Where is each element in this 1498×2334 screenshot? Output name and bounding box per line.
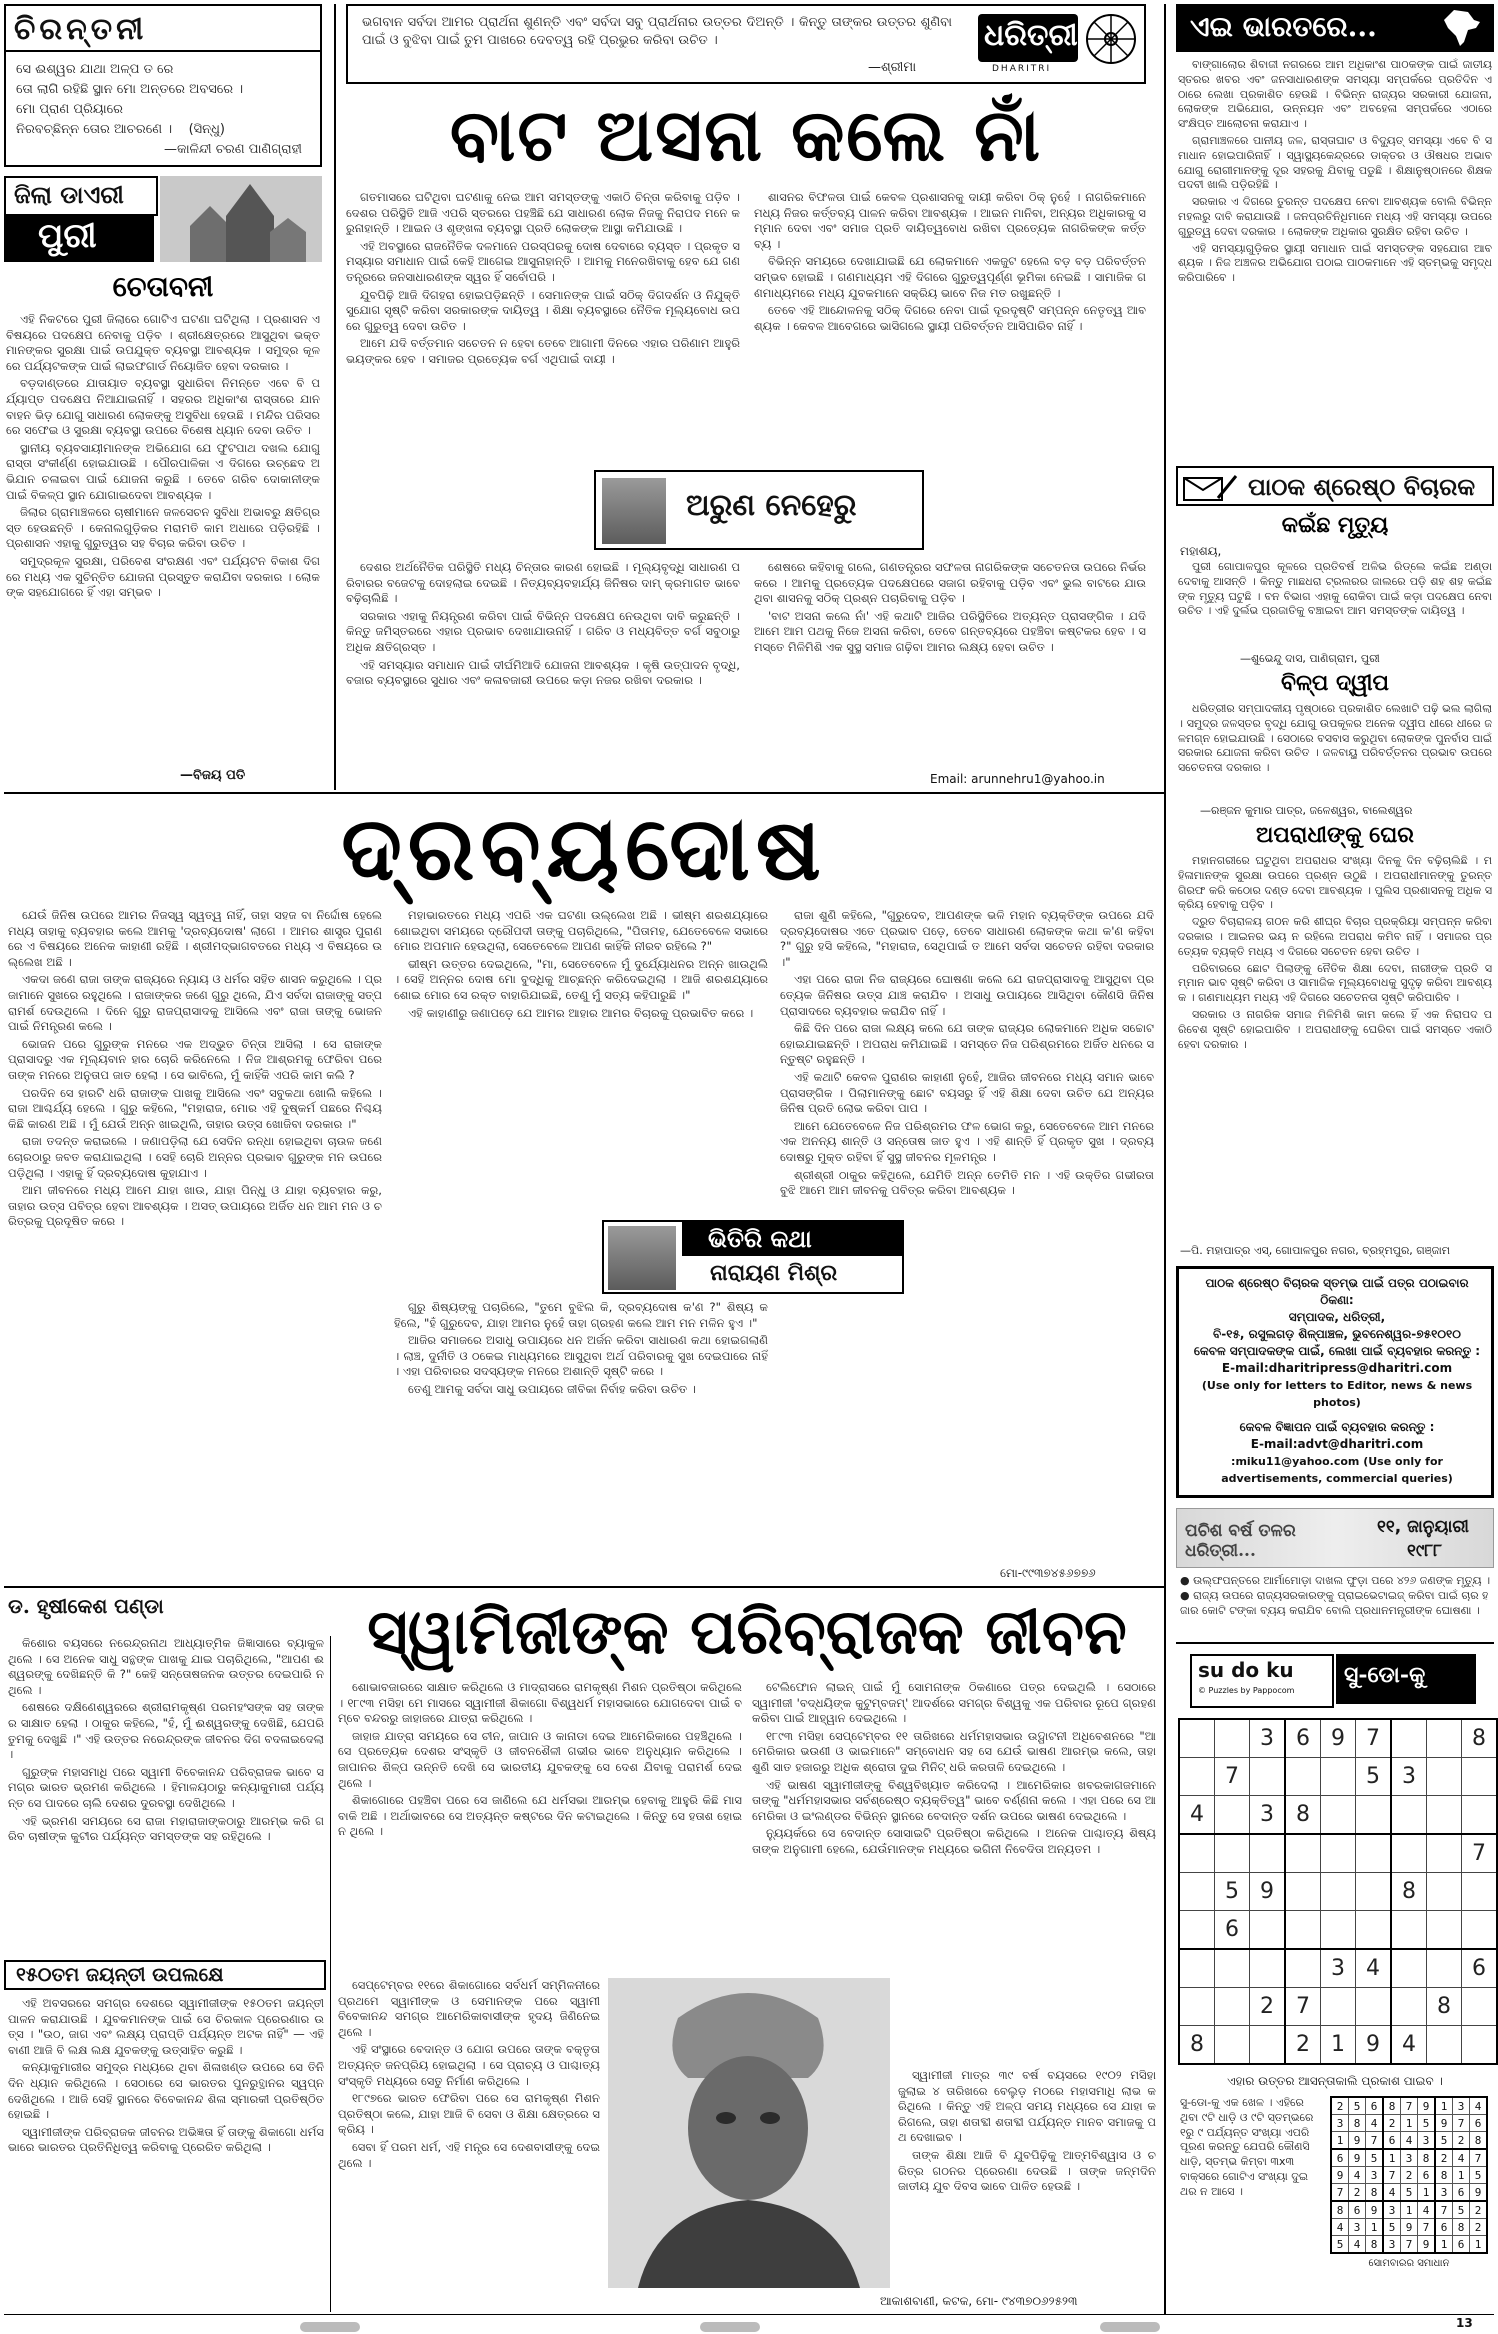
logo-text: ଧରିତ୍ରୀ <box>984 18 1078 53</box>
solution-cell: 5 <box>1349 2097 1366 2115</box>
solution-cell: 8 <box>1453 2219 1470 2236</box>
temple-illustration-icon <box>160 176 322 262</box>
contact-line: ସମ୍ପାଦକ, ଧରିତ୍ରୀ, <box>1288 1310 1386 1324</box>
solution-cell: 4 <box>1470 2097 1488 2115</box>
sudoku-cell-row <box>1179 1834 1497 1873</box>
archive-date: ୧୧, ଜାନୁୟାରୀ <box>1377 1517 1469 1537</box>
sudoku-cell[interactable] <box>1321 1988 1356 2026</box>
sudoku-cell[interactable] <box>1179 1719 1215 1758</box>
sudoku-cell[interactable] <box>1250 1758 1286 1796</box>
swamiji-col2-bottom: ସେପ୍ଟେମ୍ବର ୧୧ରେ ଶିକାଗୋରେ ସର୍ବଧର୍ମ ସମ୍ମିଳନୀରେ ପ୍ରଥମେ ସ୍ୱାମୀଙ୍କ ଓ ସେମାନଙ୍କ ପରେ ସ୍ୱାମୀ ବିବେକାନନ୍ଦ ସମଗ୍ର ଆମେରିକାବାସୀଙ୍କ ହୃଦୟ ଜିଣିନେଇଥିଲେ । ଏହି ସଂସ୍ଥାରେ ବେଦାନ୍ତ ଓ ଯୋଗ ଉପରେ ତାଙ୍କ ବକ୍ତୃତା ଅତ୍ୟନ୍ତ ଜନପ୍ରିୟ ହୋଇଥିଲା । ସେ ପ୍ରାଚ୍ୟ ଓ ପାଶ୍ଚାତ୍ୟ ସଂସ୍କୃତି ମଧ୍ୟରେ ସେତୁ ନିର୍ମାଣ କରିଥିଲେ । ୧୮୯୭ରେ ଭାରତ ଫେରିବା ପରେ ସେ ରାମକୃଷ୍ଣ ମିଶନ ପ୍ରତିଷ୍ଠା କଲେ, ଯାହା ଆଜି ବି ସେବା ଓ ଶିକ୍ଷା କ୍ଷେତ୍ରରେ ସକ୍ରିୟ । ସେବା ହିଁ ପରମ ଧର୍ମ, ଏହି ମନ୍ତ୍ର ସେ ଦେଶବାସୀଙ୍କୁ ଦେଇଥିଲେ । <box>338 1978 600 2170</box>
sudoku-cell[interactable] <box>1215 1834 1250 1873</box>
sudoku-cell[interactable] <box>1179 1834 1215 1873</box>
sudoku-cell: 3 <box>1250 1796 1286 1835</box>
sudoku-cell[interactable] <box>1391 1719 1427 1758</box>
district-diary-label: ଜିଲା ଡାଏରୀ <box>14 180 124 209</box>
sudoku-cell[interactable] <box>1427 1911 1462 1950</box>
sudoku-cell: 9 <box>1250 1873 1286 1911</box>
poem-line-with-source: ନିରବଚ୍ଛିନ୍ନ ତୋର ଆଚରଣେ । (ସିନ୍ଧୁ) <box>16 122 225 137</box>
solution-cell: 6 <box>1453 2184 1470 2202</box>
solution-cell: 4 <box>1401 2132 1418 2150</box>
sudoku-cell: 8 <box>1179 2026 1215 2065</box>
sudoku-brand-box <box>1190 1654 1334 1708</box>
sudoku-cell-row <box>1179 1796 1497 1835</box>
solution-cell: 3 <box>1366 2167 1384 2184</box>
sudoku-cell[interactable] <box>1179 1911 1215 1950</box>
chetabani-author: —ବିଜୟ ପତି <box>180 768 246 783</box>
letter2-body: ଧରିତ୍ରୀର ସମ୍ପାଦକୀୟ ପୃଷ୍ଠାରେ ପ୍ରକାଶିତ ଲେଖାଟି ପଢ଼ି ଭଲ ଲାଗିଲା । ସମୁଦ୍ର ଜଳସ୍ତର ବୃଦ୍ଧି ଯୋଗୁ ଉପକୂଳର ଅନେକ ଦ୍ୱୀପ ଧୀରେ ଧୀରେ ଜଳମଗ୍ନ ହୋଇଯାଉଛି । ସେଠାରେ ବସବାସ କରୁଥିବା ଲୋକଙ୍କ ପୁନର୍ବାସ ପାଇଁ ସରକାର ଯୋଜନା କରିବା ଉଚିତ । ଜଳବାୟୁ ପରିବର୍ତ୍ତନର ପ୍ରଭାବ ଉପରେ ସଚେତନତା ଦରକାର । <box>1178 702 1492 775</box>
solution-cell: 3 <box>1453 2097 1470 2115</box>
solution-cell: 7 <box>1401 2097 1418 2115</box>
solution-cell: 3 <box>1383 2236 1401 2254</box>
swamiji-headline: ସ୍ୱାମିଜୀଙ୍କ ପରିବ୍ରାଜକ ଜୀବନ <box>367 1595 1127 1668</box>
letter1-body: ପୁରୀ ଗୋପାଳପୁର କୂଳରେ ପ୍ରତିବର୍ଷ ଅଳିଭ ରିଡ୍ଲେ କଇଁଛ ଅଣ୍ଡା ଦେବାକୁ ଆସନ୍ତି । କିନ୍ତୁ ମାଛଧରା ଟ୍ରଲରର ଜାଲରେ ପଡ଼ି ଶହ ଶହ କଇଁଛଙ୍କ ମୃତ୍ୟୁ ଘଟୁଛି । ବନ ବିଭାଗ ଏହାକୁ ରୋକିବା ପାଇଁ କଡ଼ା ପଦକ୍ଷେପ ନେବା ଉଚିତ । ଏହି ଦୁର୍ଲଭ ପ୍ରଜାତିକୁ ବଞ୍ଚାଇବା ଆମ ସମସ୍ତଙ୍କ ଦାୟିତ୍ୱ । <box>1178 560 1492 618</box>
sudoku-cell: 6 <box>1215 1911 1250 1950</box>
editor-email-note: (Use only for letters to Editor, news & news photos) <box>1201 1379 1473 1409</box>
solution-cell: 2 <box>1470 2219 1488 2236</box>
sudoku-cell[interactable] <box>1250 1949 1286 1988</box>
sudoku-cell[interactable] <box>1215 1949 1250 1988</box>
sudoku-cell[interactable] <box>1462 1796 1498 1835</box>
india-map-icon <box>1440 8 1484 48</box>
solution-cell: 9 <box>1418 2236 1436 2254</box>
sudoku-solution-label: ସୋମବାରର ସମାଧାନ <box>1368 2258 1450 2269</box>
sudoku-cell-row <box>1179 1719 1497 1758</box>
swami-vivekananda-portrait-icon <box>608 1978 890 2288</box>
sudoku-cell[interactable] <box>1356 1988 1392 2026</box>
sudoku-cell[interactable] <box>1179 1873 1215 1911</box>
solution-cell: 4 <box>1349 2236 1366 2254</box>
archive-banner <box>1176 1508 1494 1568</box>
editorial-author-box <box>594 470 924 550</box>
solution-cell: 1 <box>1401 2115 1418 2132</box>
solution-cell: 6 <box>1383 2132 1401 2150</box>
archive-item: ● ରାଜ୍ୟ ଉପରେ ରାଜ୍ୟସରକାରଙ୍କୁ ପ୍ରାଇଭେଟାଇଜ୍ କରିବା ପାଇଁ ଚାର ହଜାର କୋଟି ଟଙ୍କା ବ୍ୟୟ କରାଯିବ ବୋଲି ପ୍ରଧାନମନ୍ତ୍ରୀଙ୍କ ଘୋଷଣା । <box>1180 1588 1489 1617</box>
solution-cell: 7 <box>1383 2167 1401 2184</box>
sudoku-cell[interactable] <box>1462 1911 1498 1950</box>
solution-cell: 5 <box>1401 2184 1418 2202</box>
page-number: 13 <box>1456 2316 1473 2330</box>
jayanti-subhead-box <box>4 1960 326 1990</box>
editorial-col1-bottom: ଦେଶର ଅର୍ଥନୈତିକ ପରିସ୍ଥିତି ମଧ୍ୟ ଚିନ୍ତାର କାରଣ ହୋଇଛି । ମୂଲ୍ୟବୃଦ୍ଧି ସାଧାରଣ ପରିବାରର ବଜେଟକୁ ଦୋହଲାଇ ଦେଇଛି । ନିତ୍ୟବ୍ୟବହାର୍ଯ୍ୟ ଜିନିଷର ଦାମ୍ କ୍ରମାଗତ ଭାବେ ବଢ଼ିଚାଲିଛି । ସରକାର ଏହାକୁ ନିୟନ୍ତ୍ରଣ କରିବା ପାଇଁ ବିଭିନ୍ନ ପଦକ୍ଷେପ ନେଉଥିବା ଦାବି କରୁଛନ୍ତି । କିନ୍ତୁ ଜମିସ୍ତରରେ ଏହାର ପ୍ରଭାବ ଦେଖାଯାଉନାହିଁ । ଗରିବ ଓ ମଧ୍ୟବିତ୍ତ ବର୍ଗ ସବୁଠାରୁ ଅଧିକ କ୍ଷତିଗ୍ରସ୍ତ । ଏହି ସମସ୍ୟାର ସମାଧାନ ପାଇଁ ଦୀର୍ଘମିଆଦି ଯୋଜନା ଆବଶ୍ୟକ । କୃଷି ଉତ୍ପାଦନ ବୃଦ୍ଧି, ବଜାର ବ୍ୟବସ୍ଥାରେ ସୁଧାର ଏବଂ କଳାବଜାରୀ ଉପରେ କଡ଼ା ନଜର ରଖିବା ଦରକାର । <box>346 560 740 688</box>
sudoku-cell[interactable] <box>1462 1988 1498 2026</box>
solution-cell: 2 <box>1470 2201 1488 2219</box>
solution-cell-row <box>1331 2097 1487 2115</box>
arun-nehru-photo <box>602 478 666 544</box>
solution-cell: 1 <box>1470 2236 1488 2254</box>
swamiji-col3-bottom: ସ୍ୱାମୀଜୀ ମାତ୍ର ୩୯ ବର୍ଷ ବୟସରେ ୧୯୦୨ ମସିହା ଜୁଲାଇ ୪ ତାରିଖରେ ବେଲୁଡ଼ ମଠରେ ମହାସମାଧି ଲାଭ କରିଥିଲେ । କିନ୍ତୁ ଏହି ଅଳ୍ପ ସମୟ ମଧ୍ୟରେ ସେ ଯାହା କରିଗଲେ, ତାହା ଶତାବ୍ଦୀ ଶତାବ୍ଦୀ ପର୍ଯ୍ୟନ୍ତ ମାନବ ସମାଜକୁ ପଥ ଦେଖାଇବ । ତାଙ୍କ ଶିକ୍ଷା ଆଜି ବି ଯୁବପିଢ଼ିକୁ ଆତ୍ମବିଶ୍ୱାସ ଓ ଚରିତ୍ର ଗଠନର ପ୍ରେରଣା ଦେଉଛି । ତାଙ୍କ ଜନ୍ମଦିନ ଜାତୀୟ ଯୁବ ଦିବସ ଭାବେ ପାଳିତ ହେଉଛି । <box>898 2068 1156 2194</box>
sudoku-cell: 7 <box>1462 1834 1498 1873</box>
sudoku-title-box <box>1336 1654 1476 1704</box>
sudoku-cell: 7 <box>1356 1719 1392 1758</box>
sudoku-cell[interactable] <box>1321 1873 1356 1911</box>
ei-bharatare-body: ବାଙ୍ଗାଲୋର ଶିବାଜୀ ନଗରରେ ଆମ ଅଧିକାଂଶ ପାଠକଙ୍କ ପାଇଁ ଜାତୀୟ ସ୍ତରର ଖବର ଏବଂ ଜନସାଧାରଣଙ୍କ ସମସ୍ୟା ସମ୍ପର୍କରେ ପ୍ରତିଦିନ ଏଠାରେ ଲେଖା ପ୍ରକାଶିତ ହେଉଛି । ବିଭିନ୍ନ ରାଜ୍ୟର ସରକାରୀ ଯୋଜନା, ଲୋକଙ୍କ ଅଭିଯୋଗ, ଉନ୍ନୟନ ଏବଂ ଅବହେଳା ସମ୍ପର୍କରେ ଏଠାରେ ସଂକ୍ଷିପ୍ତ ଆଲୋଚନା କରାଯାଏ । ଗ୍ରାମାଞ୍ଚଳରେ ପାନୀୟ ଜଳ, ରାସ୍ତାଘାଟ ଓ ବିଦ୍ୟୁତ୍ ସମସ୍ୟା ଏବେ ବି ସମାଧାନ ହୋଇପାରିନାହିଁ । ସ୍ୱାସ୍ଥ୍ୟକେନ୍ଦ୍ରରେ ଡାକ୍ତର ଓ ଔଷଧର ଅଭାବ ଯୋଗୁ ରୋଗୀମାନଙ୍କୁ ଦୂର ସହରକୁ ଯିବାକୁ ପଡୁଛି । ଶିକ୍ଷାନୁଷ୍ଠାନରେ ଶିକ୍ଷକ ପଦବୀ ଖାଲି ପଡ଼ିରହିଛି । ସରକାର ଏ ଦିଗରେ ତୁରନ୍ତ ପଦକ୍ଷେପ ନେବା ଆବଶ୍ୟକ ବୋଲି ବିଭିନ୍ନ ମହଲରୁ ଦାବି କରାଯାଉଛି । ଜନପ୍ରତିନିଧିମାନେ ମଧ୍ୟ ଏହି ସମସ୍ୟା ଉପରେ ଗୁରୁତ୍ୱ ଦେବା ଦରକାର । ଲୋକଙ୍କ ଅଧିକାର ସୁରକ୍ଷିତ ରହିବା ଉଚିତ । ଏହି ସମସ୍ୟାଗୁଡ଼ିକର ସ୍ଥାୟୀ ସମାଧାନ ପାଇଁ ସମସ୍ତଙ୍କ ସହଯୋଗ ଆବଶ୍ୟକ । ନିଜ ଅଞ୍ଚଳର ଅଭିଯୋଗ ପଠାଇ ପାଠକମାନେ ଏହି ସ୍ତମ୍ଭକୁ ସମୃଦ୍ଧ କରିପାରିବେ । <box>1178 58 1492 285</box>
contact-line: ବି-୧୫, ରସୁଲଗଡ଼ ଶିଳ୍ପାଞ୍ଚଳ, ଭୁବନେଶ୍ୱର-୭୫୧୦୧୦ <box>1213 1327 1461 1341</box>
poem-author: —କାଳିନ୍ଦୀ ଚରଣ ପାଣିଗ୍ରାହୀ <box>163 142 302 157</box>
solution-cell: 5 <box>1418 2115 1436 2132</box>
solution-cell: 2 <box>1349 2184 1366 2202</box>
editorial-col1-top: ଗତମାସରେ ଘଟିଥିବା ଘଟଣାକୁ ନେଇ ଆମ ସମସ୍ତଙ୍କୁ ଏକାଠି ଚିନ୍ତା କରିବାକୁ ପଡ଼ିବ । ଦେଶର ପରିସ୍ଥିତି ଆଜି ଏପରି ସ୍ତରରେ ପହଞ୍ଚିଛି ଯେ ସାଧାରଣ ଲୋକ ନିଜକୁ ନିରାପଦ ମନେ କରୁନାହାନ୍ତି । ଆଇନ ଓ ଶୃଙ୍ଖଳା ବ୍ୟବସ୍ଥା ପ୍ରତି ଲୋକଙ୍କ ଆସ୍ଥା କମିଯାଉଛି । ଏହି ଅବସ୍ଥାରେ ରାଜନୈତିକ ଦଳମାନେ ପରସ୍ପରକୁ ଦୋଷ ଦେବାରେ ବ୍ୟସ୍ତ । ପ୍ରକୃତ ସମସ୍ୟାର ସମାଧାନ ପାଇଁ କେହି ଆଗେଇ ଆସୁନାହାନ୍ତି । ଆମକୁ ମନେରଖିବାକୁ ହେବ ଯେ ଗଣତନ୍ତ୍ରରେ ଜନସାଧାରଣଙ୍କ ସ୍ୱର ହିଁ ସର୍ବୋପରି । ଯୁବପିଢ଼ି ଆଜି ଦିଗହରା ହୋଇପଡ଼ିଛନ୍ତି । ସେମାନଙ୍କ ପାଇଁ ସଠିକ୍ ଦିଗଦର୍ଶନ ଓ ନିଯୁକ୍ତି ସୁଯୋଗ ସୃଷ୍ଟି କରିବା ସରକାରଙ୍କ ଦାୟିତ୍ୱ । ଶିକ୍ଷା ବ୍ୟବସ୍ଥାରେ ନୈତିକ ମୂଲ୍ୟବୋଧ ଉପରେ ଗୁରୁତ୍ୱ ଦେବା ଉଚିତ । ଆମେ ଯଦି ବର୍ତ୍ତମାନ ସଚେତନ ନ ହେବା ତେବେ ଆଗାମୀ ଦିନରେ ଏହାର ପରିଣାମ ଆହୁରି ଭୟଙ୍କର ହେବ । ସମାଜର ପ୍ରତ୍ୟେକ ବର୍ଗ ଏଥିପାଇଁ ଦାୟୀ । <box>346 190 740 366</box>
district-name: ପୁରୀ <box>38 216 97 256</box>
solution-cell-row <box>1331 2184 1487 2202</box>
sudoku-cell: 7 <box>1285 1988 1321 2026</box>
readers-heading: ପାଠକ ଶ୍ରେଷ୍ଠ ବିଚାରକ <box>1248 472 1476 501</box>
poem-line: ତୋ ଲାଗି ରହିଛି ସ୍ଥାନ ମୋ ଅନ୍ତରେ ଅବସରେ । <box>16 82 244 97</box>
wheel-emblem-icon <box>1084 12 1138 66</box>
envelope-pen-icon <box>1182 472 1238 502</box>
solution-cell: 1 <box>1401 2201 1418 2219</box>
solution-cell-row <box>1331 2201 1487 2219</box>
contact-line: କେବଳ ସମ୍ପାଦକଙ୍କ ପାଇଁ, ଲେଖା ପାଇଁ ବ୍ୟବହାର କରନ୍ତୁ : <box>1193 1344 1481 1358</box>
poem-line: ସେ ଈଶ୍ୱର ଯାଥା ଅଳ୍ପ ତ ରେ <box>16 62 174 77</box>
solution-cell: 1 <box>1435 2097 1453 2115</box>
solution-cell: 8 <box>1349 2115 1366 2132</box>
district-diary-label-box <box>4 176 158 216</box>
dravya-col3: ରାଜା ଶୁଣି କହିଲେ, "ଗୁରୁଦେବ, ଆପଣଙ୍କ ଭଳି ମହାନ ବ୍ୟକ୍ତିଙ୍କ ଉପରେ ଯଦି ଦ୍ରବ୍ୟଦୋଷର ଏତେ ପ୍ରଭାବ ପଡ଼େ, ତେବେ ସାଧାରଣ ଲୋକଙ୍କ କଥା କ'ଣ କହିବା ?" ଗୁରୁ ହସି କହିଲେ, "ମହାରାଜ, ସେଥିପାଇଁ ତ ଆମେ ସର୍ବଦା ସଚେତନ ରହିବା ଦରକାର ।" ଏହା ପରେ ରାଜା ନିଜ ରାଜ୍ୟରେ ଘୋଷଣା କଲେ ଯେ ରାଜପ୍ରାସାଦକୁ ଆସୁଥିବା ପ୍ରତ୍ୟେକ ଜିନିଷର ଉତ୍ସ ଯାଞ୍ଚ କରାଯିବ । ଅସାଧୁ ଉପାୟରେ ଆସିଥିବା କୌଣସି ଜିନିଷ ପ୍ରାସାଦରେ ବ୍ୟବହାର କରାଯିବ ନାହିଁ । କିଛି ଦିନ ପରେ ରାଜା ଲକ୍ଷ୍ୟ କଲେ ଯେ ତାଙ୍କ ରାଜ୍ୟର ଲୋକମାନେ ଅଧିକ ସଚ୍ଚୋଟ ହୋଇଯାଇଛନ୍ତି । ଅପରାଧ କମିଯାଇଛି । ସମସ୍ତେ ନିଜ ପରିଶ୍ରମରେ ଅର୍ଜିତ ଧନରେ ସନ୍ତୁଷ୍ଟ ରହୁଛନ୍ତି । ଏହି କଥାଟି କେବଳ ପୁରାଣର କାହାଣୀ ନୁହେଁ, ଆଜିର ଜୀବନରେ ମଧ୍ୟ ସମାନ ଭାବେ ପ୍ରାସଙ୍ଗିକ । ପିଲାମାନଙ୍କୁ ଛୋଟ ବୟସରୁ ହିଁ ଏହି ଶିକ୍ଷା ଦେବା ଉଚିତ ଯେ ଅନ୍ୟର ଜିନିଷ ପ୍ରତି ଲୋଭ କରିବା ପାପ । ଆମେ ଯେତେବେଳେ ନିଜ ପରିଶ୍ରମର ଫଳ ଭୋଗ କରୁ, ସେତେବେଳେ ଆମ ମନରେ ଏକ ଅନନ୍ୟ ଶାନ୍ତି ଓ ସନ୍ତୋଷ ଜାତ ହୁଏ । ଏହି ଶାନ୍ତି ହିଁ ପ୍ରକୃତ ସୁଖ । ଦ୍ରବ୍ୟଦୋଷରୁ ମୁକ୍ତ ରହିବା ହିଁ ସୁସ୍ଥ ଜୀବନର ମୂଳମନ୍ତ୍ର । ଶ୍ରୀଶ୍ରୀ ଠାକୁର କହିଥିଲେ, ଯେମିତି ଅନ୍ନ ତେମିତି ମନ । ଏହି ଉକ୍ତିର ଗଭୀରତା ବୁଝି ଆମେ ଆମ ଜୀବନକୁ ପବିତ୍ର କରିବା ଆବଶ୍ୟକ । <box>780 908 1154 1198</box>
solution-cell: 9 <box>1331 2167 1349 2184</box>
solution-cell: 3 <box>1383 2201 1401 2219</box>
registration-mark <box>1100 2322 1160 2332</box>
sudoku-cell[interactable] <box>1391 1834 1427 1873</box>
archive-items <box>1180 1574 1492 1638</box>
swamiji-col1-bottom: ଏହି ଅବସରରେ ସମଗ୍ର ଦେଶରେ ସ୍ୱାମୀଜୀଙ୍କ ୧୫୦ତମ ଜୟନ୍ତୀ ପାଳନ କରାଯାଉଛି । ଯୁବକମାନଙ୍କ ପାଇଁ ସେ ଚିରକାଳ ପ୍ରେରଣାର ଉତ୍ସ । "ଉଠ, ଜାଗ ଏବଂ ଲକ୍ଷ୍ୟ ପ୍ରାପ୍ତି ପର୍ଯ୍ୟନ୍ତ ଅଟକ ନାହିଁ" — ଏହି ବାଣୀ ଆଜି ବି ଲକ୍ଷ ଲକ୍ଷ ଯୁବକଙ୍କୁ ଉତ୍ସାହିତ କରୁଛି । କନ୍ୟାକୁମାରୀର ସମୁଦ୍ର ମଧ୍ୟରେ ଥିବା ଶିଳାଖଣ୍ଡ ଉପରେ ସେ ତିନି ଦିନ ଧ୍ୟାନ କରିଥିଲେ । ସେଠାରେ ସେ ଭାରତର ପୁନରୁତ୍ଥାନର ସ୍ୱପ୍ନ ଦେଖିଥିଲେ । ଆଜି ସେହି ସ୍ଥାନରେ ବିବେକାନନ୍ଦ ଶିଳା ସ୍ମାରକୀ ପ୍ରତିଷ୍ଠିତ ହୋଇଛି । ସ୍ୱାମୀଜୀଙ୍କ ପରିବ୍ରାଜକ ଜୀବନର ଅଭିଜ୍ଞତା ହିଁ ତାଙ୍କୁ ଶିକାଗୋ ଧର୍ମସଭାରେ ଭାରତର ପ୍ରତିନିଧିତ୍ୱ କରିବାକୁ ପ୍ରେରିତ କରିଥିଲା । <box>8 1996 324 2155</box>
solution-cell: 6 <box>1349 2201 1366 2219</box>
archive-year: ୧୯୮୮ <box>1407 1541 1443 1561</box>
sudoku-cell[interactable] <box>1427 1796 1462 1835</box>
sudoku-cell[interactable] <box>1462 1873 1498 1911</box>
sudoku-cell[interactable] <box>1250 2026 1286 2065</box>
district-diary-header <box>4 176 322 264</box>
solution-cell-row <box>1331 2167 1487 2184</box>
solution-cell: 4 <box>1453 2149 1470 2167</box>
dravya-col1: ଯେଉଁ ଜିନିଷ ଉପରେ ଆମର ନିଜସ୍ୱ ସ୍ୱତ୍ୱ ନାହିଁ, ତାହା ସହଜ ବା ନିର୍ଦ୍ଦୋଷ ହେଲେ ମଧ୍ୟ ତାହାକୁ ବ୍ୟବହାର କଲେ ଆମକୁ 'ଦ୍ରବ୍ୟଦୋଷ' ଲାଗେ । ଆମର ଶାସ୍ତ୍ର ପୁରାଣରେ ଏ ବିଷୟରେ ଅନେକ କାହାଣୀ ରହିଛି । ଶ୍ରୀମଦ୍ଭାଗବତରେ ମଧ୍ୟ ଏ ବିଷୟରେ ଉଲ୍ଲେଖ ଅଛି । ଏକଦା ଜଣେ ରାଜା ତାଙ୍କ ରାଜ୍ୟରେ ନ୍ୟାୟ ଓ ଧର୍ମର ସହିତ ଶାସନ କରୁଥିଲେ । ପ୍ରଜାମାନେ ସୁଖରେ ରହୁଥିଲେ । ରାଜାଙ୍କର ଜଣେ ଗୁରୁ ଥିଲେ, ଯିଏ ସର୍ବଦା ରାଜାଙ୍କୁ ସତ୍ପରାମର୍ଶ ଦେଉଥିଲେ । ଦିନେ ଗୁରୁ ରାଜପ୍ରାସାଦକୁ ଆସିଲେ ଏବଂ ରାଜା ତାଙ୍କୁ ଭୋଜନ ପାଇଁ ନିମନ୍ତ୍ରଣ କଲେ । ଭୋଜନ ପରେ ଗୁରୁଙ୍କ ମନରେ ଏକ ଅଦ୍ଭୁତ ଚିନ୍ତା ଆସିଲା । ସେ ରାଜାଙ୍କ ପ୍ରାସାଦରୁ ଏକ ମୂଲ୍ୟବାନ ହାର ଚୋରି କରିନେଲେ । ନିଜ ଆଶ୍ରମକୁ ଫେରିବା ପରେ ତାଙ୍କ ମନରେ ଅନୁତାପ ଜାତ ହେଲା । ସେ ଭାବିଲେ, ମୁଁ କାହିଁକି ଏପରି କାମ କଲି ? ପରଦିନ ସେ ହାରଟି ଧରି ରାଜାଙ୍କ ପାଖକୁ ଆସିଲେ ଏବଂ ସବୁକଥା ଖୋଲି କହିଲେ । ରାଜା ଆଶ୍ଚର୍ଯ୍ୟ ହେଲେ । ଗୁରୁ କହିଲେ, "ମହାରାଜ, ମୋର ଏହି ଦୁଷ୍କର୍ମ ପଛରେ ନିଶ୍ଚୟ କିଛି କାରଣ ଅଛି । ମୁଁ ଯେଉଁ ଅନ୍ନ ଖାଇଥିଲି, ତାହାର ଉତ୍ସ ଖୋଜିବା ଦରକାର ।" ରାଜା ତଦନ୍ତ କରାଇଲେ । ଜଣାପଡ଼ିଲା ଯେ ସେଦିନ ରନ୍ଧା ହୋଇଥିବା ଚାଉଳ ଜଣେ ଚୋରଠାରୁ ଜବତ କରାଯାଇଥିଲା । ସେହି ଚୋରି ଅନ୍ନର ପ୍ରଭାବ ଗୁରୁଙ୍କ ମନ ଉପରେ ପଡ଼ିଥିଲା । ଏହାକୁ ହିଁ ଦ୍ରବ୍ୟଦୋଷ କୁହାଯାଏ । ଆମ ଜୀବନରେ ମଧ୍ୟ ଆମେ ଯାହା ଖାଉ, ଯାହା ପିନ୍ଧୁ ଓ ଯାହା ବ୍ୟବହାର କରୁ, ତାହାର ଉତ୍ସ ପବିତ୍ର ହେବା ଆବଶ୍ୟକ । ଅସତ୍ ଉପାୟରେ ଅର୍ଜିତ ଧନ ଆମ ମନ ଓ ଚରିତ୍ରକୁ ପ୍ରଦୂଷିତ କରେ । <box>8 908 382 1229</box>
solution-cell: 3 <box>1331 2115 1349 2132</box>
chetabani-title: ଚେତାବନୀ <box>112 270 214 303</box>
sudoku-cell: 9 <box>1321 1719 1356 1758</box>
sudoku-cell: 3 <box>1250 1719 1286 1758</box>
sudoku-cell[interactable] <box>1356 1796 1392 1835</box>
sudoku-cell: 4 <box>1179 1796 1215 1835</box>
letter1-salutation: ମହାଶୟ, <box>1180 544 1222 558</box>
sudoku-rules: ସୁ-ଡୋ-କୁ ଏକ ଖେଳ । ଏହିରେ ଥିବା ୯ଟି ଧାଡ଼ି ଓ ୯ଟି ସ୍ତମ୍ଭରେ ୧ରୁ ୯ ପର୍ଯ୍ୟନ୍ତ ସଂଖ୍ୟା ଏପରି ପୂରଣ କରନ୍ତୁ ଯେପରି କୌଣସି ଧାଡ଼ି, ସ୍ତମ୍ଭ କିମ୍ବା ୩x୩ ବାକ୍ସରେ ଗୋଟିଏ ସଂଖ୍ୟା ଦୁଇଥର ନ ଆସେ । <box>1180 2096 1314 2198</box>
bhitiri-katha-label: ଭିତିରି କଥା <box>708 1224 812 1253</box>
solution-cell-row <box>1331 2236 1487 2254</box>
ei-bharatare-title: ଏଇ ଭାରତରେ... <box>1190 10 1377 43</box>
solution-cell: 4 <box>1331 2219 1349 2236</box>
solution-cell: 7 <box>1401 2236 1418 2254</box>
sudoku-cell[interactable] <box>1179 1988 1215 2026</box>
poem-line: ମୋ ପ୍ରାଣ ପ୍ରିୟାରେ <box>16 102 123 117</box>
chetabani-body: ଏହି ନିକଟରେ ପୁରୀ ଜିଲାରେ ଗୋଟିଏ ଘଟଣା ଘଟିଥିଲା । ପ୍ରଶାସନ ଏ ବିଷୟରେ ପଦକ୍ଷେପ ନେବାକୁ ପଡ଼ିବ । ଶ୍ରୀକ୍ଷେତ୍ରରେ ଆସୁଥିବା ଭକ୍ତମାନଙ୍କର ସୁରକ୍ଷା ପାଇଁ ଉପଯୁକ୍ତ ବ୍ୟବସ୍ଥା ଆବଶ୍ୟକ । ସମୁଦ୍ର କୂଳରେ ପର୍ଯ୍ୟଟକଙ୍କ ପାଇଁ ଲାଇଫଗାର୍ଡ ନିୟୋଜିତ ହେବା ଦରକାର । ବଡ଼ଦାଣ୍ଡରେ ଯାତାୟାତ ବ୍ୟବସ୍ଥା ସୁଧାରିବା ନିମନ୍ତେ ଏବେ ବି ପର୍ଯ୍ୟାପ୍ତ ପଦକ୍ଷେପ ନିଆଯାଇନାହିଁ । ସହରର ଅଧିକାଂଶ ରାସ୍ତାରେ ଯାନବାହନ ଭିଡ଼ ଯୋଗୁ ସାଧାରଣ ଲୋକଙ୍କୁ ଅସୁବିଧା ହେଉଛି । ମନ୍ଦିର ପରିସରରେ ସଫେଇ ଓ ସୁରକ୍ଷା ବ୍ୟବସ୍ଥା ଉପରେ ବିଶେଷ ଧ୍ୟାନ ଦେବା ଉଚିତ । ସ୍ଥାନୀୟ ବ୍ୟବସାୟୀମାନଙ୍କ ଅଭିଯୋଗ ଯେ ଫୁଟପାଥ ଦଖଲ ଯୋଗୁ ରାସ୍ତା ସଂକୀର୍ଣ୍ଣ ହୋଇଯାଉଛି । ପୌରପାଳିକା ଏ ଦିଗରେ ଉଚ୍ଛେଦ ଅଭିଯାନ ଚଳାଇବା ପାଇଁ ଯୋଜନା କରୁଛି । ତେବେ ଗରିବ ଦୋକାନୀଙ୍କ ପାଇଁ ବିକଳ୍ପ ସ୍ଥାନ ଯୋଗାଇଦେବା ଆବଶ୍ୟକ । ଜିଲାର ଗ୍ରାମାଞ୍ଚଳରେ ଚାଷୀମାନେ ଜଳସେଚନ ସୁବିଧା ଅଭାବରୁ କ୍ଷତିଗ୍ରସ୍ତ ହେଉଛନ୍ତି । କେନାଲଗୁଡ଼ିକର ମରାମତି କାମ ଅଧାରେ ପଡ଼ିରହିଛି । ପ୍ରଶାସନ ଏହାକୁ ଗୁରୁତ୍ୱର ସହ ବିଚାର କରିବା ଉଚିତ । ସମୁଦ୍ରକୂଳ ସୁରକ୍ଷା, ପରିବେଶ ସଂରକ୍ଷଣ ଏବଂ ପର୍ଯ୍ୟଟନ ବିକାଶ ଦିଗରେ ମଧ୍ୟ ଏକ ସୁଚିନ୍ତିତ ଯୋଜନା ପ୍ରସ୍ତୁତ କରାଯିବା ଦରକାର । ଲୋକଙ୍କ ସହଯୋଗରେ ହିଁ ଏହା ସମ୍ଭବ । <box>6 312 320 600</box>
sudoku-cell: 6 <box>1462 1949 1498 1988</box>
dravya-col2-bottom: ଗୁରୁ ଶିଷ୍ୟଙ୍କୁ ପଚାରିଲେ, "ତୁମେ ବୁଝିଲ କି, ଦ୍ରବ୍ୟଦୋଷ କ'ଣ ?" ଶିଷ୍ୟ କହିଲେ, "ହଁ ଗୁରୁଦେବ, ଯାହା ଆମର ନୁହେଁ ତାହା ଗ୍ରହଣ କଲେ ଆମ ମନ ମଳିନ ହୁଏ ।" ଆଜିର ସମାଜରେ ଅସାଧୁ ଉପାୟରେ ଧନ ଅର୍ଜନ କରିବା ସାଧାରଣ କଥା ହୋଇଗଲାଣି । ଲାଞ୍ଚ, ଦୁର୍ନୀତି ଓ ଠକେଇ ମାଧ୍ୟମରେ ଆସୁଥିବା ଅର୍ଥ ପରିବାରକୁ ସୁଖ ଦେଇପାରେ ନାହିଁ । ଏହା ପରିବାରର ସଦସ୍ୟଙ୍କ ମନରେ ଅଶାନ୍ତି ସୃଷ୍ଟି କରେ । ତେଣୁ ଆମକୁ ସର୍ବଦା ସାଧୁ ଉପାୟରେ ଜୀବିକା ନିର୍ବାହ କରିବା ଉଚିତ । <box>394 1300 768 1396</box>
solution-cell: 5 <box>1453 2201 1470 2219</box>
solution-cell: 5 <box>1470 2167 1488 2184</box>
sudoku-cell: 3 <box>1321 1949 1356 1988</box>
editorial-email: Email: arunnehru1@yahoo.in <box>930 772 1105 786</box>
dharitri-logo <box>978 10 1138 80</box>
solution-cell: 2 <box>1401 2167 1418 2184</box>
sudoku-cell: 8 <box>1391 1873 1427 1911</box>
ei-bharatare-banner <box>1176 4 1494 52</box>
solution-cell: 7 <box>1331 2184 1349 2202</box>
solution-cell: 1 <box>1383 2149 1401 2167</box>
swamiji-author: ଡ. ହୃଷୀକେଶ ପଣ୍ଡା <box>8 1594 164 1618</box>
sudoku-cell[interactable] <box>1179 1949 1215 1988</box>
solution-cell: 6 <box>1453 2236 1470 2254</box>
sudoku-title: ସୁ-ଡୋ-କୁ <box>1344 1662 1426 1688</box>
solution-cell: 6 <box>1418 2167 1436 2184</box>
chirantani-title-text: ଚିରନ୍ତନୀ <box>14 12 148 47</box>
solution-cell: 9 <box>1418 2097 1436 2115</box>
letter3-title: ଅପରାଧୀଙ୍କୁ ଘେର <box>1256 822 1414 848</box>
sudoku-cell: 7 <box>1215 1758 1250 1796</box>
sudoku-cell[interactable] <box>1427 2026 1462 2065</box>
sudoku-solution-grid <box>1330 2096 1488 2254</box>
solution-cell: 4 <box>1383 2184 1401 2202</box>
sudoku-caption: ଏହାର ଉତ୍ତର ଆସନ୍ତାକାଲି ପ୍ରକାଶ ପାଇବ । <box>1227 2074 1443 2088</box>
sudoku-cell: 8 <box>1285 1796 1321 1835</box>
editorial-col2-bottom: ଶେଷରେ କହିବାକୁ ଗଲେ, ଗଣତନ୍ତ୍ରର ସଫଳତା ନାଗରିକଙ୍କ ସଚେତନତା ଉପରେ ନିର୍ଭର କରେ । ଆମକୁ ପ୍ରତ୍ୟେକ ପଦକ୍ଷେପରେ ସଜାଗ ରହିବାକୁ ପଡ଼ିବ ଏବଂ ଭୁଲ ବାଟରେ ଯାଉଥିବା ଶାସନକୁ ସଠିକ୍ ପ୍ରଶ୍ନ ପଚାରିବାକୁ ପଡ଼ିବ । 'ବାଟ ଅସନା କଲେ ନାଁ' ଏହି କଥାଟି ଆଜିର ପରିସ୍ଥିତିରେ ଅତ୍ୟନ୍ତ ପ୍ରାସଙ୍ଗିକ । ଯଦି ଆମେ ଆମ ପଥକୁ ନିଜେ ଅସନା କରିବା, ତେବେ ଗନ୍ତବ୍ୟରେ ପହଞ୍ଚିବା କଷ୍ଟକର ହେବ । ସମସ୍ତେ ମିଳିମିଶି ଏକ ସୁସ୍ଥ ସମାଜ ଗଢ଼ିବା ଆମର ଲକ୍ଷ୍ୟ ହେବା ଉଚିତ । <box>754 560 1146 654</box>
sudoku-cell[interactable] <box>1427 1834 1462 1873</box>
solution-cell: 9 <box>1435 2115 1453 2132</box>
registration-mark <box>300 2322 360 2332</box>
sudoku-cell[interactable] <box>1321 1911 1356 1950</box>
dravya-contact: ମୋ-୯୯୩୭୪୫୬୭୭୬ <box>1000 1566 1096 1580</box>
poem-source: (ସିନ୍ଧୁ) <box>188 122 225 137</box>
sudoku-cell[interactable] <box>1285 1949 1321 1988</box>
contact-box <box>1176 1266 1494 1498</box>
sudoku-cell-row <box>1179 1911 1497 1950</box>
sudoku-header <box>1190 1654 1480 1708</box>
editorial-headline: ବାଟ ଅସନା କଲେ ନାଁ <box>449 92 1043 177</box>
solution-cell: 7 <box>1470 2149 1488 2167</box>
swamiji-col3-top: ଟେଲିଫୋନ ଲାଇନ୍ ପାଇଁ ମୁଁ ସୋମନାଙ୍କ ଠିକଣାରେ ପତ୍ର ଦେଇଥିଲି । ସେଠାରେ ସ୍ୱାମୀଜୀ 'ବଦ୍ଧୟିଙ୍କ କୁଟୁମ୍ବଜମ୍' ଆଦର୍ଶରେ ସମଗ୍ର ବିଶ୍ୱକୁ ଏକ ପରିବାର ରୂପେ ଗ୍ରହଣ କରିବା ପାଇଁ ଆହ୍ୱାନ ଦେଇଥିଲେ । ୧୮୯୩ ମସିହା ସେପ୍ଟେମ୍ବର ୧୧ ତାରିଖରେ ଧର୍ମମହାସଭାର ଉଦ୍ଘାଟନୀ ଅଧିବେଶନରେ "ଆମେରିକାର ଭଉଣୀ ଓ ଭାଇମାନେ" ସମ୍ବୋଧନ ସହ ସେ ଯେଉଁ ଭାଷଣ ଆରମ୍ଭ କଲେ, ତାହା ଶୁଣି ସାତ ହଜାରରୁ ଅଧିକ ଶ୍ରୋତା ଦୁଇ ମିନିଟ୍ ଧରି କରତାଳି ଦେଇଥିଲେ । ଏହି ଭାଷଣ ସ୍ୱାମୀଜୀଙ୍କୁ ବିଶ୍ୱବିଖ୍ୟାତ କରିଦେଲା । ଆମେରିକାର ଖବରକାଗଜମାନେ ତାଙ୍କୁ "ଧର୍ମମହାସଭାର ସର୍ବଶ୍ରେଷ୍ଠ ବ୍ୟକ୍ତିତ୍ୱ" ଭାବେ ବର୍ଣ୍ଣନା କଲେ । ଏହା ପରେ ସେ ଆମେରିକା ଓ ଇଂଲଣ୍ଡର ବିଭିନ୍ନ ସ୍ଥାନରେ ବେଦାନ୍ତ ଦର୍ଶନ ଉପରେ ଭାଷଣ ଦେଇଥିଲେ । ନ୍ୟୁୟର୍କରେ ସେ ବେଦାନ୍ତ ସୋସାଇଟି ପ୍ରତିଷ୍ଠା କରିଥିଲେ । ଅନେକ ପାଶ୍ଚାତ୍ୟ ଶିଷ୍ୟ ତାଙ୍କ ଅନୁଗାମୀ ହେଲେ, ଯେଉଁମାନଙ୍କ ମଧ୍ୟରେ ଭଗିନୀ ନିବେଦିତା ଅନ୍ୟତମ । <box>752 1680 1156 1856</box>
solution-cell: 3 <box>1435 2184 1453 2202</box>
jayanti-subhead: ୧୫୦ତମ ଜୟନ୍ତୀ ଉପଲକ୍ଷେ <box>16 1964 224 1986</box>
solution-cell: 4 <box>1418 2201 1436 2219</box>
sudoku-cell[interactable] <box>1391 1796 1427 1835</box>
chirantani-poem <box>16 60 312 160</box>
sudoku-cell[interactable] <box>1321 1796 1356 1835</box>
solution-cell-row <box>1331 2149 1487 2167</box>
solution-cell: 9 <box>1470 2184 1488 2202</box>
sudoku-cell: 6 <box>1285 1719 1321 1758</box>
sudoku-cell-row <box>1179 2026 1497 2065</box>
sudoku-cell[interactable] <box>1285 1873 1321 1911</box>
solution-cell: 3 <box>1418 2132 1436 2150</box>
sudoku-cell: 5 <box>1356 1758 1392 1796</box>
sudoku-cell[interactable] <box>1356 1834 1392 1873</box>
sudoku-cell[interactable] <box>1250 1911 1286 1950</box>
sudoku-cell: 3 <box>1391 1758 1427 1796</box>
archive-label: ପଚିଶ ବର୍ଷ ତଳର ଧରିତ୍ରୀ... <box>1185 1521 1296 1561</box>
swamiji-col1-top: କିଶୋର ବୟସରେ ନରେନ୍ଦ୍ରନାଥ ଆଧ୍ୟାତ୍ମିକ ଜିଜ୍ଞାସାରେ ବ୍ୟାକୁଳ ଥିଲେ । ସେ ଅନେକ ସାଧୁ ସନ୍ଥଙ୍କ ପାଖକୁ ଯାଇ ପଚାରିଥିଲେ, "ଆପଣ ଈଶ୍ୱରଙ୍କୁ ଦେଖିଛନ୍ତି କି ?" କେହି ସନ୍ତୋଷଜନକ ଉତ୍ତର ଦେଇପାରି ନ ଥିଲେ । ଶେଷରେ ଦକ୍ଷିଣେଶ୍ୱରରେ ଶ୍ରୀରାମକୃଷ୍ଣ ପରମହଂସଙ୍କ ସହ ତାଙ୍କର ସାକ୍ଷାତ ହେଲା । ଠାକୁର କହିଲେ, "ହଁ, ମୁଁ ଈଶ୍ୱରଙ୍କୁ ଦେଖିଛି, ଯେପରି ତୁମକୁ ଦେଖୁଛି ।" ଏହି ଉତ୍ତର ନରେନ୍ଦ୍ରଙ୍କ ଜୀବନର ଦିଗ ବଦଳାଇଦେଲା । ଗୁରୁଙ୍କ ମହାସମାଧି ପରେ ସ୍ୱାମୀ ବିବେକାନନ୍ଦ ପରିବ୍ରାଜକ ଭାବେ ସମଗ୍ର ଭାରତ ଭ୍ରମଣ କରିଥିଲେ । ହିମାଳୟଠାରୁ କନ୍ୟାକୁମାରୀ ପର୍ଯ୍ୟନ୍ତ ସେ ପାଦରେ ଚାଲି ଦେଶର ଦୁରବସ୍ଥା ଦେଖିଥିଲେ । ଏହି ଭ୍ରମଣ ସମୟରେ ସେ ରାଜା ମହାରାଜାଙ୍କଠାରୁ ଆରମ୍ଭ କରି ଗରିବ ଚାଷୀଙ୍କ କୁଟୀର ପର୍ଯ୍ୟନ୍ତ ସମସ୍ତଙ୍କ ସହ ରହିଥିଲେ । <box>8 1636 324 1844</box>
sudoku-cell-row <box>1179 1949 1497 1988</box>
sudoku-cell-row <box>1179 1873 1497 1911</box>
quote-author: —ଶ୍ରୀମା <box>868 60 917 75</box>
solution-cell: 9 <box>1401 2219 1418 2236</box>
solution-cell: 2 <box>1453 2132 1470 2150</box>
contact-content <box>1187 1275 1487 1487</box>
sudoku-grid <box>1178 1718 1498 2065</box>
solution-cell: 9 <box>1349 2149 1366 2167</box>
contact-line: କେବଳ ବିଜ୍ଞାପନ ପାଇଁ ବ୍ୟବହାର କରନ୍ତୁ : <box>1239 1420 1435 1434</box>
sudoku-cell[interactable] <box>1391 1949 1427 1988</box>
sudoku-brand: su do ku <box>1198 1658 1294 1682</box>
solution-cell: 5 <box>1366 2149 1384 2167</box>
solution-cell: 2 <box>1383 2115 1401 2132</box>
puri-temple-photo <box>160 176 322 262</box>
narayan-mishra-photo <box>608 1226 676 1290</box>
solution-cell: 3 <box>1349 2219 1366 2236</box>
sudoku-cell: 2 <box>1285 2026 1321 2065</box>
advt-email[interactable]: E-mail:advt@dharitri.com <box>1250 1437 1424 1451</box>
sudoku-cell[interactable] <box>1250 1834 1286 1873</box>
solution-cell: 7 <box>1366 2132 1384 2150</box>
letter1-sign: —ଶୁଭେନ୍ଦୁ ଦାସ, ପାଣିଗ୍ରାମ, ପୁରୀ <box>1240 652 1380 665</box>
sudoku-cell: 8 <box>1427 1988 1462 2026</box>
sudoku-cell[interactable] <box>1215 1719 1250 1758</box>
solution-cell: 8 <box>1383 2097 1401 2115</box>
solution-cell: 9 <box>1349 2132 1366 2150</box>
sudoku-cell[interactable] <box>1321 1834 1356 1873</box>
dravya-headline: ଦ୍ରବ୍ୟଦୋଷ <box>341 796 827 900</box>
sudoku-cell[interactable] <box>1462 1758 1498 1796</box>
solution-cell: 3 <box>1401 2149 1418 2167</box>
sudoku-cell-row <box>1179 1758 1497 1796</box>
solution-cell: 4 <box>1349 2167 1366 2184</box>
sudoku-cell[interactable] <box>1356 1873 1392 1911</box>
registration-mark <box>700 2322 760 2332</box>
readers-heading-box <box>1176 466 1494 506</box>
solution-cell: 1 <box>1418 2184 1436 2202</box>
solution-cell: 5 <box>1435 2132 1453 2150</box>
solution-cell: 1 <box>1366 2219 1384 2236</box>
swamiji-portrait <box>608 1978 890 2288</box>
solution-cell: 1 <box>1331 2132 1349 2150</box>
letter3-sign: —ପି. ମହାପାତ୍ର ଏସ୍, ଗୋପାଳପୁର ନଗର, ବ୍ରହ୍ମପୁର, ଗଞ୍ଜାମ <box>1180 1244 1450 1257</box>
sudoku-cell: 4 <box>1391 2026 1427 2065</box>
solution-cell: 8 <box>1418 2149 1436 2167</box>
solution-cell: 2 <box>1435 2149 1453 2167</box>
sudoku-cell: 9 <box>1356 2026 1392 2065</box>
archive-item: ● ଉଲ୍ଫପନ୍ତରେ ଆର୍ମାମୋଡ଼ା ଦାଖଲ ଫୁଡ଼ା ପରେ ୪୨୬ ଜଣଙ୍କ ମୃତ୍ୟୁ । <box>1180 1574 1491 1587</box>
solution-cell: 7 <box>1453 2115 1470 2132</box>
solution-cell: 6 <box>1366 2097 1384 2115</box>
sudoku-cell[interactable] <box>1285 1911 1321 1950</box>
sudoku-solution <box>1330 2096 1488 2269</box>
solution-cell: 9 <box>1366 2201 1384 2219</box>
quote-text: ଭଗବାନ ସର୍ବଦା ଆମର ପ୍ରାର୍ଥନା ଶୁଣନ୍ତି ଏବଂ ସର୍ବଦା ସବୁ ପ୍ରାର୍ଥନାର ଉତ୍ତର ଦିଅନ୍ତି । କିନ୍ତୁ ତାଙ୍କର ଉତ୍ତର ଶୁଣିବା ପାଇଁ ଓ ବୁଝିବା ପାଇଁ ତୁମ ପାଖରେ ଦେବତ୍ୱ ରହି ପ୍ରଭୁର କରିବା ଉଚିତ । <box>362 15 952 48</box>
solution-cell: 8 <box>1366 2184 1384 2202</box>
dravya-author: ନାରାୟଣ ମିଶ୍ର <box>710 1260 838 1286</box>
chirantani-box <box>4 4 322 167</box>
solution-cell: 6 <box>1331 2149 1349 2167</box>
solution-cell-row <box>1331 2219 1487 2236</box>
solution-cell: 8 <box>1435 2167 1453 2184</box>
letter3-body: ମହାନଗରୀରେ ଘଟୁଥିବା ଅପରାଧର ସଂଖ୍ୟା ଦିନକୁ ଦିନ ବଢ଼ିଚାଲିଛି । ମହିଳାମାନଙ୍କ ସୁରକ୍ଷା ଉପରେ ପ୍ରଶ୍ନ ଉଠୁଛି । ଅପରାଧୀମାନଙ୍କୁ ତୁରନ୍ତ ଗିରଫ କରି କଠୋର ଦଣ୍ଡ ଦେବା ଆବଶ୍ୟକ । ପୁଲିସ ପ୍ରଶାସନକୁ ଅଧିକ ସକ୍ରିୟ ହେବାକୁ ପଡ଼ିବ । ଦ୍ରୁତ ବିଚାରାଳୟ ଗଠନ କରି ଶୀଘ୍ର ବିଚାର ପ୍ରକ୍ରିୟା ସମ୍ପନ୍ନ କରିବା ଦରକାର । ଆଇନର ଭୟ ନ ରହିଲେ ଅପରାଧ କମିବ ନାହିଁ । ସମାଜର ପ୍ରତ୍ୟେକ ବ୍ୟକ୍ତି ମଧ୍ୟ ଏ ଦିଗରେ ସଚେତନ ହେବା ଉଚିତ । ପରିବାରରେ ଛୋଟ ପିଲାଙ୍କୁ ନୈତିକ ଶିକ୍ଷା ଦେବା, ନାରୀଙ୍କ ପ୍ରତି ସମ୍ମାନ ଭାବ ସୃଷ୍ଟି କରିବା ଓ ସାମାଜିକ ମୂଲ୍ୟବୋଧକୁ ସୁଦୃଢ଼ କରିବା ଆବଶ୍ୟକ । ଗଣମାଧ୍ୟମ ମଧ୍ୟ ଏହି ଦିଗରେ ସଚେତନତା ସୃଷ୍ଟି କରିପାରିବ । ସରକାର ଓ ନାଗରିକ ସମାଜ ମିଳିମିଶି କାମ କଲେ ହିଁ ଏକ ନିରାପଦ ପରିବେଶ ସୃଷ୍ଟି ହୋଇପାରିବ । ଅପରାଧୀଙ୍କୁ ଘେରିବା ପାଇଁ ସମସ୍ତେ ଏକାଠି ହେବା ଦରକାର । <box>1178 854 1492 1051</box>
sudoku-cell[interactable] <box>1321 1758 1356 1796</box>
district-name-box <box>4 214 154 262</box>
swamiji-contact: ଆକାଶବାଣୀ, କଟକ, ମୋ- ୯୪୩୭୦୬୨୫୨୩ <box>880 2294 1078 2308</box>
sudoku-cell[interactable] <box>1285 1834 1321 1873</box>
sudoku-cell: 1 <box>1321 2026 1356 2065</box>
solution-cell: 1 <box>1453 2167 1470 2184</box>
sudoku-cell[interactable] <box>1391 1988 1427 2026</box>
sudoku-cell[interactable] <box>1427 1873 1462 1911</box>
sudoku-cell: 2 <box>1250 1988 1286 2026</box>
solution-cell: 4 <box>1366 2115 1384 2132</box>
advt-email-alt[interactable]: :miku11@yahoo.com (Use only for <box>1231 1455 1443 1468</box>
sudoku-cell[interactable] <box>1285 1758 1321 1796</box>
sudoku-cell[interactable] <box>1356 1911 1392 1950</box>
solution-cell: 7 <box>1435 2201 1453 2219</box>
letter2-title: ବିଳ୍ପ ଦ୍ୱୀପ <box>1280 670 1389 696</box>
dravya-col2-top: ମହାଭାରତରେ ମଧ୍ୟ ଏପରି ଏକ ଘଟଣା ଉଲ୍ଲେଖ ଅଛି । ଭୀଷ୍ମ ଶରଶଯ୍ୟାରେ ଶୋଇଥିବା ସମୟରେ ଦ୍ରୌପଦୀ ତାଙ୍କୁ ପଚାରିଥିଲେ, "ପିତାମହ, ଯେତେବେଳେ ସଭାରେ ମୋର ଅପମାନ ହେଉଥିଲା, ସେତେବେଳେ ଆପଣ କାହିଁକି ନୀରବ ରହିଲେ ?" ଭୀଷ୍ମ ଉତ୍ତର ଦେଇଥିଲେ, "ମା, ସେତେବେଳେ ମୁଁ ଦୁର୍ଯ୍ୟୋଧନର ଅନ୍ନ ଖାଉଥିଲି । ସେହି ଅନ୍ନର ଦୋଷ ମୋ ବୁଦ୍ଧିକୁ ଆଚ୍ଛନ୍ନ କରିଦେଇଥିଲା । ଆଜି ଶରଶଯ୍ୟାରେ ଶୋଇ ମୋର ସେ ରକ୍ତ ବାହାରିଯାଇଛି, ତେଣୁ ମୁଁ ସତ୍ୟ କହିପାରୁଛି ।" ଏହି କାହାଣୀରୁ ଜଣାପଡ଼େ ଯେ ଆମର ଆହାର ଆମର ବିଚାରକୁ ପ୍ରଭାବିତ କରେ । <box>394 908 768 1020</box>
sudoku-brand-sub: © Puzzles by Pappocom <box>1198 1686 1295 1695</box>
solution-cell-row <box>1331 2115 1487 2132</box>
solution-cell: 6 <box>1435 2219 1453 2236</box>
swamiji-author-box <box>4 1592 214 1626</box>
solution-cell: 8 <box>1366 2236 1384 2254</box>
contact-line: ପାଠକ ଶ୍ରେଷ୍ଠ ବିଚାରକ ସ୍ତମ୍ଭ ପାଇଁ ପତ୍ର ପଠାଇବାର ଠିକଣା: <box>1205 1276 1469 1307</box>
sudoku-cell-row <box>1179 1988 1497 2026</box>
quote-box <box>346 4 1146 84</box>
solution-cell-row <box>1331 2132 1487 2150</box>
sudoku-cell[interactable] <box>1462 2026 1498 2065</box>
sudoku-cell[interactable] <box>1427 1719 1462 1758</box>
sudoku-cell[interactable] <box>1391 1911 1427 1950</box>
sudoku-cell[interactable] <box>1215 1988 1250 2026</box>
solution-cell: 8 <box>1470 2132 1488 2150</box>
advt-email-note: advertisements, commercial queries) <box>1221 1472 1453 1485</box>
solution-cell: 2 <box>1331 2097 1349 2115</box>
letter1-title: କଇଁଛ ମୃତ୍ୟୁ <box>1281 512 1389 538</box>
solution-cell: 5 <box>1331 2236 1349 2254</box>
sudoku-cell[interactable] <box>1427 1758 1462 1796</box>
solution-cell: 5 <box>1383 2219 1401 2236</box>
solution-cell: 7 <box>1418 2219 1436 2236</box>
sudoku-cell[interactable] <box>1215 1796 1250 1835</box>
sudoku-cell: 8 <box>1462 1719 1498 1758</box>
solution-cell: 6 <box>1470 2115 1488 2132</box>
chirantani-title <box>14 12 204 46</box>
sudoku-cell[interactable] <box>1179 1758 1215 1796</box>
letter2-sign: —ରଞ୍ଜନ କୁମାର ପାତ୍ର, ଜଳେଶ୍ୱର, ବାଲେଶ୍ୱର <box>1200 804 1413 817</box>
editorial-author-name: ଅରୁଣ ନେହେରୁ <box>686 488 857 523</box>
sudoku-cell: 4 <box>1356 1949 1392 1988</box>
sudoku-cell: 5 <box>1215 1873 1250 1911</box>
sudoku-cell[interactable] <box>1215 2026 1250 2065</box>
sudoku-puzzle <box>1178 1718 1498 2065</box>
solution-cell: 8 <box>1331 2201 1349 2219</box>
swamiji-col2-top: ଶୋଭାବଜାରରେ ସାକ୍ଷାତ କରିଥିଲେ ଓ ମାଦ୍ରାସରେ ରାମକୃଷ୍ଣ ମିଶନ ପ୍ରତିଷ୍ଠା କରିଥିଲେ । ୧୮୯୩ ମସିହା ମେ ମାସରେ ସ୍ୱାମୀଜୀ ଶିକାଗୋ ବିଶ୍ୱଧର୍ମ ମହାସଭାରେ ଯୋଗଦେବା ପାଇଁ ବମ୍ବେ ବନ୍ଦରରୁ ଜାହାଜରେ ଯାତ୍ରା କରିଥିଲେ । ଜାହାଜ ଯାତ୍ରା ସମୟରେ ସେ ଚୀନ, ଜାପାନ ଓ କାନାଡା ଦେଇ ଆମେରିକାରେ ପହଞ୍ଚିଥିଲେ । ସେ ପ୍ରତ୍ୟେକ ଦେଶର ସଂସ୍କୃତି ଓ ଜୀବନଶୈଳୀ ଗଭୀର ଭାବେ ଅନୁଧ୍ୟାନ କରିଥିଲେ । ଜାପାନର ଶିଳ୍ପ ଉନ୍ନତି ଦେଖି ସେ ଭାରତୀୟ ଯୁବକଙ୍କୁ ସେ ଦେଶ ଯିବାକୁ ପରାମର୍ଶ ଦେଇଥିଲେ । ଶିକାଗୋରେ ପହଞ୍ଚିବା ପରେ ସେ ଜାଣିଲେ ଯେ ଧର୍ମସଭା ଆରମ୍ଭ ହେବାକୁ ଆହୁରି କିଛି ମାସ ବାକି ଅଛି । ଅର୍ଥାଭାବରେ ସେ ଅତ୍ୟନ୍ତ କଷ୍ଟରେ ଦିନ କଟାଇଥିଲେ । କିନ୍ତୁ ସେ ହତାଶ ହୋଇ ନ ଥିଲେ । <box>338 1680 742 1839</box>
logo-subtext: DHARITRI <box>992 64 1052 74</box>
editor-email[interactable]: E-mail:dharitripress@dharitri.com <box>1221 1361 1453 1375</box>
solution-cell: 1 <box>1435 2236 1453 2254</box>
sudoku-cell[interactable] <box>1427 1949 1462 1988</box>
editorial-col2-top: ଶାସନର ବିଫଳତା ପାଇଁ କେବଳ ପ୍ରଶାସନକୁ ଦାୟୀ କରିବା ଠିକ୍ ନୁହେଁ । ନାଗରିକମାନେ ମଧ୍ୟ ନିଜର କର୍ତ୍ତବ୍ୟ ପାଳନ କରିବା ଆବଶ୍ୟକ । ଆଇନ ମାନିବା, ଅନ୍ୟର ଅଧିକାରକୁ ସମ୍ମାନ ଦେବା ଏବଂ ସମାଜ ପ୍ରତି ଦାୟିତ୍ୱବୋଧ ରଖିବା ପ୍ରତ୍ୟେକ ନାଗରିକଙ୍କ କର୍ତ୍ତବ୍ୟ । ବିଭିନ୍ନ ସମୟରେ ଦେଖାଯାଇଛି ଯେ ଲୋକମାନେ ଏକଜୁଟ ହେଲେ ବଡ଼ ବଡ଼ ପରିବର୍ତ୍ତନ ସମ୍ଭବ ହୋଇଛି । ଗଣମାଧ୍ୟମ ଏହି ଦିଗରେ ଗୁରୁତ୍ୱପୂର୍ଣ୍ଣ ଭୂମିକା ନେଇଛି । ସାମାଜିକ ଗଣମାଧ୍ୟମରେ ମଧ୍ୟ ଯୁବକମାନେ ସକ୍ରିୟ ଭାବେ ନିଜ ମତ ରଖୁଛନ୍ତି । ତେବେ ଏହି ଆନ୍ଦୋଳନକୁ ସଠିକ୍ ଦିଗରେ ନେବା ପାଇଁ ଦୂରଦୃଷ୍ଟି ସମ୍ପନ୍ନ ନେତୃତ୍ୱ ଆବଶ୍ୟକ । କେବଳ ଆବେଗରେ ଭାସିଗଲେ ସ୍ଥାୟୀ ପରିବର୍ତ୍ତନ ଆସିପାରିବ ନାହିଁ । <box>754 190 1146 333</box>
